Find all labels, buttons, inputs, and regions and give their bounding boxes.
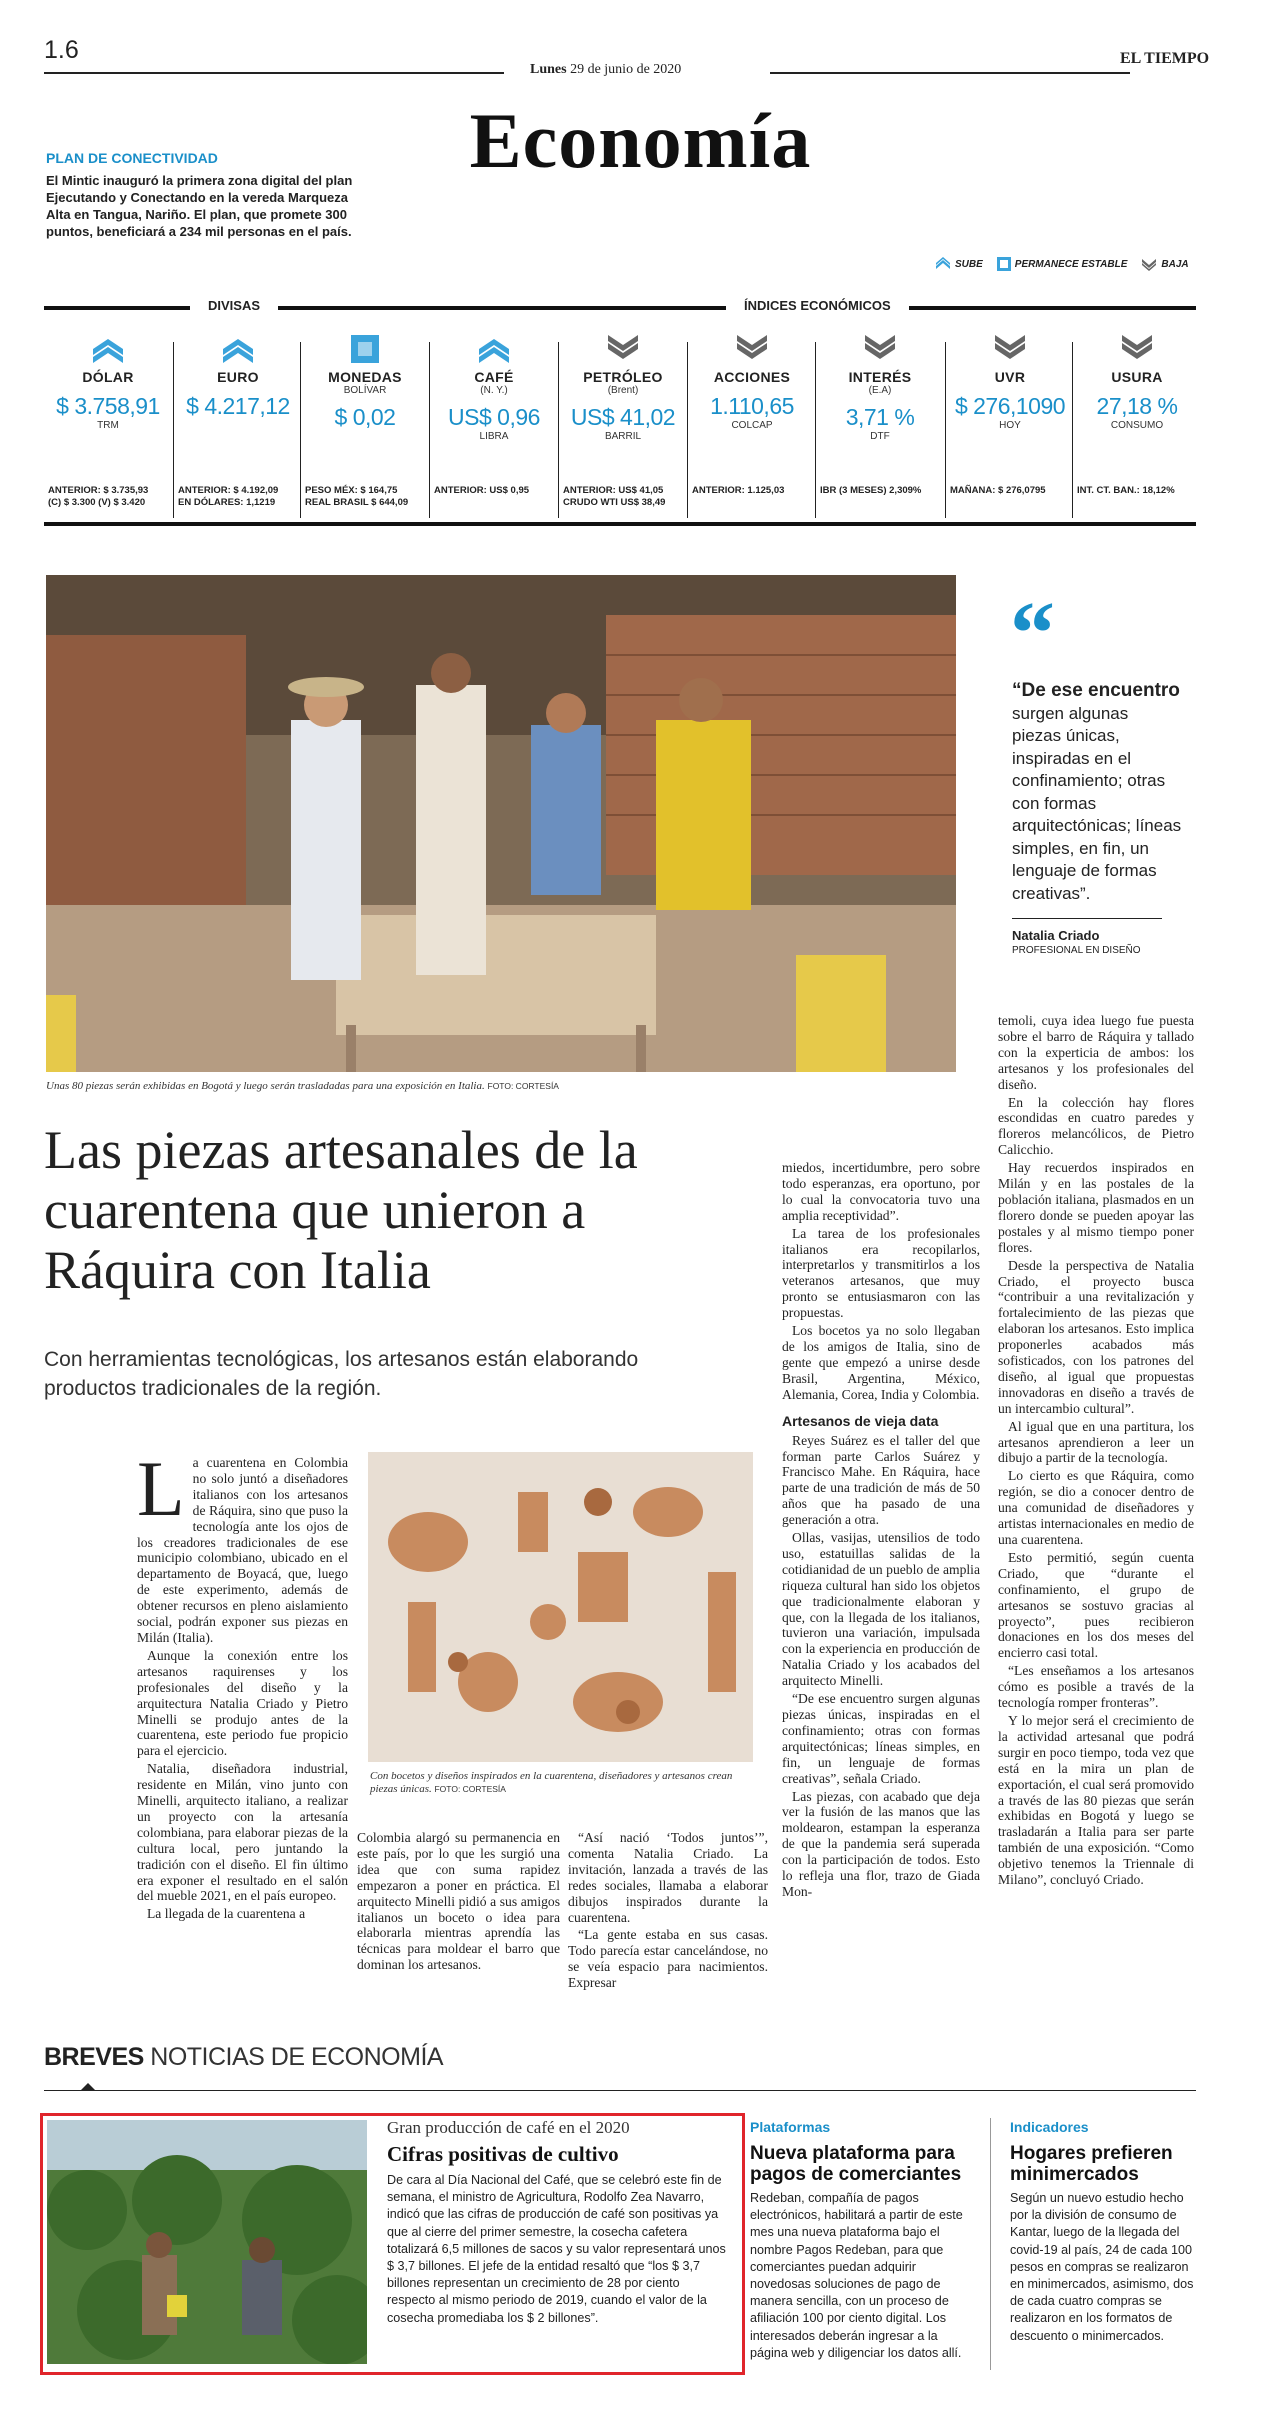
indicator-note-1: INT. CT. BAN.: 18,12% — [1077, 485, 1175, 496]
indicator-3 — [434, 335, 554, 496]
section-title: Economía — [469, 97, 812, 184]
arrow-down-icon — [606, 335, 640, 363]
indicator-value: 1.110,65 — [710, 393, 794, 419]
indicator-notes — [820, 485, 945, 497]
quote-role: PROFESIONAL EN DISEÑO — [1012, 945, 1141, 956]
indicator-name: USURA — [1111, 369, 1163, 385]
header-date — [530, 62, 681, 78]
legend-up-label: SUBE — [955, 258, 983, 270]
indicator-unit: TRM — [97, 420, 119, 431]
indicator-note-1: ANTERIOR: $ 3.735,93 — [48, 485, 149, 496]
indicator-separator — [687, 342, 688, 518]
arrow-down-icon — [863, 335, 897, 363]
indicator-note-1: ANTERIOR: US$ 0,95 — [434, 485, 530, 496]
indicator-sub: (Brent) — [607, 385, 639, 396]
square-icon — [997, 257, 1011, 271]
arrow-down-icon — [735, 335, 769, 363]
brief-2-text: Redeban, compañía de pagos electrónicos, habilitará a partir de este mes una nueva plataforma bajo el nombre Pagos Redeban, para que comerciantes puedan adquirir novedosas soluciones de pago de manera sencilla, con un proceso de afiliación 100 por ciento digital. Los interesados deberán ingresar a la página web y diligenciar los datos allí. — [750, 2191, 963, 2360]
col4-p5: Ollas, vasijas, utensilios de todo uso, estatuillas salidas de la cotidianidad de un pueblo de amplia riqueza cultural han sido los objetos que tradicionalmente elaboran y que, con la llegada de los italianos, tuvieron una variación, impulsada con la experiencia en producción de Natalia Criado y los acabados del arquitecto Minelli. — [782, 1530, 980, 1689]
col4-p4: Reyes Suárez es el taller del que forman parte Carlos Suárez y Francisco Mahe. En Ráquira, hace parte de una tradición de más de 50 años que ha pasado de una generación a otra. — [782, 1432, 980, 1528]
indicator-separator — [300, 342, 301, 518]
indicator-4 — [563, 335, 683, 508]
brief-2-title: Nueva plataforma para pagos de comerciantes — [750, 2143, 962, 2185]
indicator-sub: (E.A) — [868, 385, 892, 396]
indicator-unit: DTF — [870, 431, 890, 442]
pottery-caption-text: Con bocetos y diseños inspirados en la cuarentena, diseñadores y artesanos crean piezas únicas. — [370, 1770, 733, 1795]
briefs-header-rest: NOTICIAS DE ECONOMÍA — [150, 2043, 444, 2071]
indicator-note-1: ANTERIOR: 1.125,03 — [692, 485, 785, 496]
divisas-label: DIVISAS — [190, 298, 278, 313]
square-icon — [348, 335, 382, 363]
col5-p7: Esto permitió, según cuenta Criado, que “durante el confinamiento, el grupo de artesanos se sostuvo gracias al proyecto”, pues recibieron donaciones en los dos meses del encierro casi total. — [998, 1549, 1194, 1661]
legend-stable — [997, 257, 1128, 271]
indicator-value: $ 3.758,91 — [56, 393, 160, 419]
indicator-notes — [563, 485, 688, 509]
legend-down — [1141, 257, 1188, 271]
col1-p4: La llegada de la cuarentena a — [147, 1906, 306, 1922]
col5-p3: Hay recuerdos inspirados en Milán y en las postales de la población italiana, plasmados en un florero donde se pueden apoyar las postales y al mismo tiempo poner flores. — [998, 1160, 1194, 1255]
header-rule-left — [44, 72, 504, 74]
promo-text: El Mintic inauguró la primera zona digital del plan Ejecutando y Conectando en la vereda Marqueza Alta en Tangua, Nariño. El plan, que promete 300 puntos, beneficiará a 234 mil personas en el país. — [46, 173, 353, 239]
brief-3-title: Hogares prefieren minimercados — [1010, 2143, 1173, 2185]
brief-3-text: Según un nuevo estudio hecho por la división de consumo de Kantar, luego de la llegada del covid-19 al país, 24 de cada 100 pesos en compras se realizaron en minimercados, asimismo, dos de cada cuatro compras se realizaron en los formatos de descuento o minimercados. — [1010, 2191, 1194, 2343]
arrow-down-icon — [993, 335, 1027, 363]
col4-p6: “De ese encuentro surgen algunas piezas únicas, inspiradas en el confinamiento; otras con formas arquitectónicas; líneas simples, en fin, un lenguaje de formas creativas”, señala Criado. — [782, 1691, 980, 1786]
article-column-4 — [782, 1160, 980, 1990]
date-text: 29 de junio de 2020 — [570, 62, 682, 77]
article-column-2 — [357, 1830, 560, 1990]
indicator-name: MONEDAS — [328, 369, 402, 385]
article-column-3 — [568, 1830, 768, 1990]
arrow-up-icon — [221, 335, 255, 363]
brief-3-kicker: Indicadores — [1010, 2119, 1089, 2135]
pull-quote-body: surgen algunas piezas únicas, inspiradas en el confinamiento; otras con formas arquitectónicas; líneas simples, en fin, un lenguaje de formas creativas”. — [1012, 703, 1182, 903]
indicator-name: ACCIONES — [713, 369, 791, 385]
quote-rule — [1012, 918, 1162, 919]
indicator-name: EURO — [217, 369, 259, 385]
pull-quote — [1012, 680, 1182, 905]
col5-p4: Desde la perspectiva de Natalia Criado, el proyecto busca “contribuir a una revitalización y fortalecimiento de las piezas que elaboran los artesanos. Esto implica proponerles acabados más sofisticados, con los patrones del diseño, al igual que propuestas innovadoras en diseño a través de un intercambio cultural”. — [998, 1257, 1194, 1416]
indicator-value: 27,18 % — [1096, 393, 1178, 419]
indicator-sub: (N. Y.) — [480, 385, 508, 396]
main-photo-caption-text: Unas 80 piezas serán exhibidas en Bogotá y luego serán trasladadas para una exposición en Italia. — [46, 1080, 485, 1092]
indicator-name: UVR — [994, 369, 1026, 385]
indicator-1 — [178, 335, 298, 508]
col5-p5: Al igual que en una partitura, los artesanos aprendieron a leer un dibujo a partir de la tecnología. — [998, 1418, 1194, 1466]
arrow-down-icon — [1141, 257, 1157, 271]
indicator-notes — [48, 485, 173, 509]
indicator-0 — [48, 335, 168, 508]
quote-mark-icon: “ — [1010, 584, 1055, 683]
indicator-value: $ 0,02 — [334, 404, 396, 430]
indicator-separator — [558, 342, 559, 518]
quote-author: Natalia Criado — [1012, 928, 1100, 943]
col5-p6: Lo cierto es que Ráquira, como región, se dio a conocer dentro de una comunidad de diseñadores y artistas internacionales en medio de una cuarentena. — [998, 1468, 1194, 1547]
indicator-note-2: REAL BRASIL $ 644,09 — [305, 497, 409, 508]
indicator-value: US$ 41,02 — [570, 404, 676, 430]
col5-p8: “Les enseñamos a los artesanos cómo es posible a través de la tecnología romper fronteras”. — [998, 1663, 1194, 1711]
briefs-rule-notch — [80, 2083, 96, 2091]
indicator-separator — [173, 342, 174, 518]
indicator-separator — [945, 342, 946, 518]
indicators-bottom-rule — [44, 522, 1196, 526]
arrow-up-icon — [91, 335, 125, 363]
indicator-name: DÓLAR — [82, 369, 134, 385]
briefs-rule — [44, 2090, 1196, 2091]
article-deck: Con herramientas tecnológicas, los artesanos están elaborando productos tradicionales de la región. — [44, 1348, 639, 1400]
indicator-value: $ 276,1090 — [954, 393, 1066, 419]
article-column-5 — [998, 1013, 1194, 1993]
col5-p9: Y lo mejor será el crecimiento de la actividad artesanal que podrá surgir en poco tiempo, toda vez que está en la mira un plan de exportación, el cual será promovido a través de las 80 piezas que serán exhibidas en Bogotá y luego se trasladarán a Italia para ser parte también de una exposición. “Como objetivo tenemos la Triennale di Milano”, concluyó Criado. — [998, 1712, 1194, 1888]
brief-2-kicker: Plataformas — [750, 2119, 831, 2135]
brief-1-title: Cifras positivas de cultivo — [387, 2142, 619, 2166]
trend-legend — [935, 257, 1189, 271]
main-photo-caption — [46, 1080, 559, 1092]
indicator-separator — [429, 342, 430, 518]
indicator-6 — [820, 335, 940, 496]
col5-p2: En la colección hay flores escondidas en cuatro paredes y floreros melancólicos, de Pietro Calicchio. — [998, 1094, 1194, 1158]
indicator-note-1: IBR (3 MESES) 2,309% — [820, 485, 922, 496]
indicator-notes — [950, 485, 1075, 497]
indicator-note-2: EN DÓLARES: 1,1219 — [178, 497, 276, 508]
indicator-value: 3,71 % — [845, 404, 915, 430]
indicator-5 — [692, 335, 812, 496]
pottery-photo — [368, 1452, 753, 1762]
article-column-1 — [137, 1455, 348, 1990]
indicator-unit: BARRIL — [604, 431, 642, 442]
col1-p2: Aunque la conexión entre los artesanos raquirenses y los profesionales del diseño y la arquitectura Natalia Criado y Pietro Minelli se produjo antes de la cuarentena, este periodo fue propicio para el ejercicio. — [137, 1647, 348, 1759]
main-photo-credit: FOTO: CORTESÍA — [487, 1081, 559, 1091]
indicator-name: CAFÉ — [474, 369, 514, 385]
col2-p1: Colombia alargó su permanencia en este país, por lo que les surgió una idea que con suma rapidez empezaron a poner en práctica. El arquitecto Minelli pidió a sus amigos italianos un boceto o idea para elaborarla mientras aprendía las técnicas para moldear el barro que dominan los artesanos. — [357, 1830, 560, 1973]
col3-p1: “Así nació ‘Todos juntos’”, comenta Natalia Criado. La invitación, lanzada a través de las redes sociales, llamaba a elaborar dibujos inspirados durante la cuarentena. — [568, 1830, 768, 1925]
indices-label: ÍNDICES ECONÓMICOS — [726, 298, 909, 313]
indicator-note-1: MAÑANA: $ 276,0795 — [950, 485, 1046, 496]
indicator-2 — [305, 335, 425, 508]
indicator-7 — [950, 335, 1070, 496]
pull-quote-lead: “De ese encuentro — [1012, 680, 1180, 701]
indicator-value: US$ 0,96 — [448, 404, 540, 430]
briefs-header-bold: BREVES — [44, 2043, 144, 2071]
col4-p3: Los bocetos ya no solo llegaban de los amigos de Italia, sino de gente que empezó a unirse desde Brasil, Argentina, México, Alemania, Corea, India y Colombia. — [782, 1323, 980, 1402]
col4-p7: Las piezas, con acabado que deja ver la fusión de las manos que las moldearon, estampan la esperanza de que la pandemia será superada con la participación de todos. Esto lo refleja una flor, trazo de Giada Mon- — [782, 1788, 980, 1899]
indicator-note-1: PESO MÉX: $ 164,75 — [305, 485, 398, 496]
arrow-up-icon — [935, 257, 951, 271]
brief-1-kicker: Gran producción de café en el 2020 — [387, 2118, 630, 2137]
arrow-down-icon — [1120, 335, 1154, 363]
date-weekday: Lunes — [530, 62, 567, 77]
legend-stable-label: PERMANECE ESTABLE — [1014, 258, 1128, 270]
indicator-separator — [1072, 342, 1073, 518]
indicator-notes — [178, 485, 303, 509]
col5-p1: temoli, cuya idea luego fue puesta sobre el barro de Ráquira y tallado con la experticia de ambos: los artesanos y los profesionales del diseño. — [998, 1013, 1194, 1092]
legend-up — [935, 257, 983, 271]
article-subhead: Artesanos de vieja data — [782, 1412, 939, 1429]
pottery-photo-caption — [370, 1770, 750, 1796]
indicator-notes — [434, 485, 559, 497]
indicator-note-2: CRUDO WTI US$ 38,49 — [563, 497, 666, 508]
indicator-unit: LIBRA — [479, 431, 509, 442]
indicator-note-1: ANTERIOR: US$ 41,05 — [563, 485, 664, 496]
col4-p2: La tarea de los profesionales italianos era recopilarlos, interpretarlos y transmitirlos a los veteranos artesanos, que muy pronto se entusiasmaron con las propuestas. — [782, 1225, 980, 1321]
indicator-separator — [815, 342, 816, 518]
newspaper-logo: EL TIEMPO — [1120, 50, 1210, 67]
indicator-notes — [1077, 485, 1202, 497]
brief-1-text: De cara al Día Nacional del Café, que se celebró este fin de semana, el ministro de Agricultura, Rodolfo Zea Navarro, indicó que las cifras de producción de café son positivas ya que al cierre del primer semestre, la cosecha cafetera totalizará 6,5 millones de sacos y su valor representará unos $ 3,7 billones. El jefe de la entidad resaltó que “los $ 3,7 billones representan un crecimiento de 28 por ciento respecto al mismo periodo de 2019, cuando el valor de la cosecha promediaba los $ 2 billones”. — [387, 2173, 726, 2325]
indicator-unit: HOY — [999, 420, 1021, 431]
col3-p2: “La gente estaba en sus casas. Todo parecía estar cancelándose, no se veía espacio para nacimientos. Expresar — [568, 1927, 768, 1990]
indicator-8 — [1077, 335, 1197, 496]
briefs-section-header — [44, 2043, 443, 2072]
col1-p3: Natalia, diseñadora industrial, residente en Milán, vino junto con Minelli, arquitecto italiano, a realizar un proyecto con la artesanía colombiana, para elaborar piezas de la cultura local, pero juntando la tradición con el diseño. El fin último era exponer el resultado en el salón del mueble 2021, en el país europeo. — [137, 1761, 348, 1904]
indicator-unit: CONSUMO — [1110, 420, 1164, 431]
coffee-photo — [47, 2120, 367, 2364]
indicator-note-1: ANTERIOR: $ 4.192,09 — [178, 485, 279, 496]
pottery-photo-credit: FOTO: CORTESÍA — [434, 1784, 506, 1794]
indicator-name: INTERÉS — [848, 369, 912, 385]
col4-p1: miedos, incertidumbre, pero sobre todo esperanzas, era oportuno, por lo cual la convocatoria tuvo una amplia receptividad”. — [782, 1160, 980, 1223]
header-rule-right — [770, 72, 1130, 74]
promo-kicker: PLAN DE CONECTIVIDAD — [46, 150, 218, 166]
col1-p1: a cuarentena en Colombia no solo juntó a diseñadores italianos con los artesanos de Ráquira, sino que puso la tecnología ante los ojos de los creadores tradicionales de ese municipio colombiano, ubicado en el departamento de Boyacá, que, luego de este experimento, además de obtener recursos en pleno aislamiento social, podrán exponer sus piezas en Milán (Italia). — [137, 1455, 348, 1645]
main-photo — [46, 575, 956, 1072]
brief-divider — [990, 2118, 991, 2370]
drop-cap: L — [137, 1455, 185, 1532]
indicator-notes — [692, 485, 817, 497]
indicator-value: $ 4.217,12 — [186, 393, 290, 419]
article-headline: Las piezas artesanales de la cuarentena que unieron a Ráquira con Italia — [44, 1120, 638, 1300]
indicator-note-2: (C) $ 3.300 (V) $ 3.420 — [48, 497, 146, 508]
indicator-name: PETRÓLEO — [583, 369, 663, 385]
indicator-sub: BOLÍVAR — [343, 385, 387, 396]
indicator-unit: COLCAP — [731, 420, 773, 431]
indicator-notes — [305, 485, 430, 509]
legend-down-label: BAJA — [1161, 258, 1189, 270]
arrow-up-icon — [477, 335, 511, 363]
page-number: 1.6 — [44, 36, 79, 64]
